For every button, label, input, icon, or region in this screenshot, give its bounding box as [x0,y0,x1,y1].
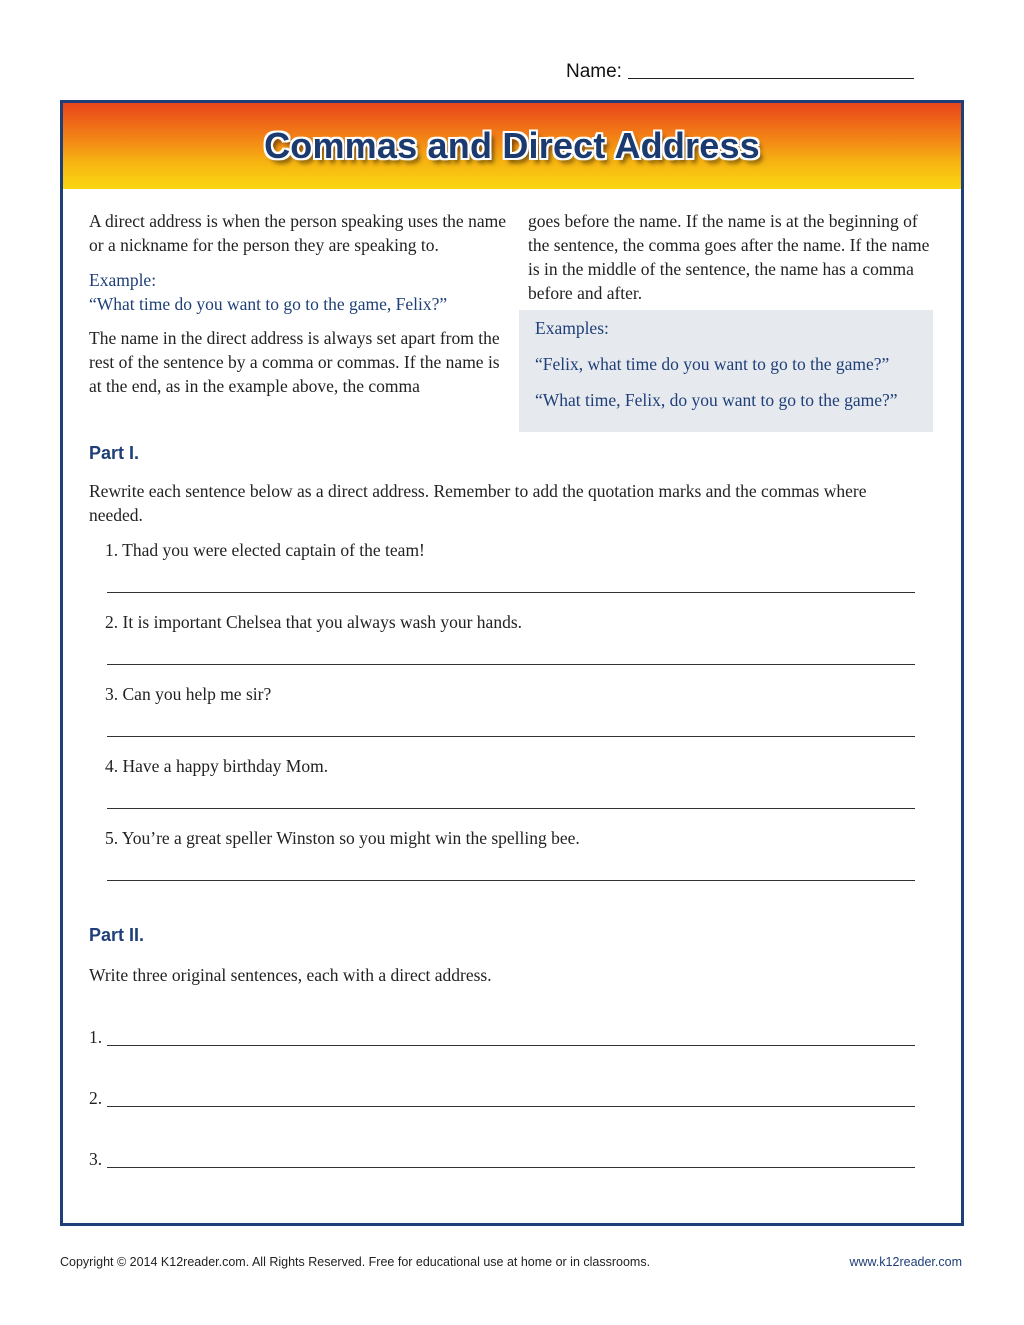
intro-paragraph-1: A direct address is when the person speaking uses the name or a nickname for the person they are speaking to. [89,211,506,255]
intro-right-column [528,209,938,305]
copyright-notice: Copyright © 2014 K12reader.com. All Rights Reserved. Free for educational use at home or in classrooms. [60,1255,651,1269]
title-banner [63,103,961,189]
name-blank-line[interactable] [628,60,914,79]
original-sentence-2 [89,1088,919,1109]
intro-paragraph-3: goes before the name. If the name is at the beginning of the sentence, the comma goes after the name. If the name is in the middle of the sentence, the name has a comma before and after. [528,211,930,303]
original-line-3[interactable] [107,1167,915,1168]
worksheet-title: Commas and Direct Address [264,125,760,166]
examples-label: Examples: [535,318,609,338]
sentence-number-3: 3. [89,1149,103,1169]
original-line-1[interactable] [107,1045,915,1046]
worksheet-frame [60,100,964,1226]
intro-left-column [89,209,509,398]
website-link[interactable]: www.k12reader.com [849,1255,962,1269]
original-sentence-3 [89,1149,919,1170]
name-label: Name: [566,61,622,82]
answer-line-3[interactable] [107,736,915,737]
answer-line-4[interactable] [107,808,915,809]
examples-box [519,310,933,432]
question-2: 2. It is important Chelsea that you always wash your hands. [105,612,523,632]
example-sentence-1: “Felix, what time do you want to go to the game?” [535,354,890,374]
original-line-2[interactable] [107,1106,915,1107]
example-sentence-2: “What time, Felix, do you want to go to the game?” [535,390,898,410]
answer-line-1[interactable] [107,592,915,593]
example-label: Example: [89,270,157,290]
sentence-number-1: 1. [89,1027,103,1047]
question-5: 5. You’re a great speller Winston so you might win the spelling bee. [105,828,580,848]
sentence-number-2: 2. [89,1088,103,1108]
question-1: 1. Thad you were elected captain of the team! [105,540,425,560]
part-2-instructions: Write three original sentences, each with a direct address. [89,965,492,985]
example-quote: “What time do you want to go to the game, Felix?” [89,294,448,314]
intro-paragraph-2: The name in the direct address is always set apart from the rest of the sentence by a comma or commas. If the name is at the end, as in the example above, the comma [89,328,500,396]
answer-line-5[interactable] [107,880,915,881]
question-4: 4. Have a happy birthday Mom. [105,756,329,776]
part-2-heading: Part II. [89,925,145,945]
part-1-instructions: Rewrite each sentence below as a direct address. Remember to add the quotation marks and the commas where needed. [89,481,867,525]
name-field [566,60,916,83]
question-3: 3. Can you help me sir? [105,684,272,704]
part-1-heading: Part I. [89,443,140,463]
original-sentence-1 [89,1027,919,1048]
answer-line-2[interactable] [107,664,915,665]
